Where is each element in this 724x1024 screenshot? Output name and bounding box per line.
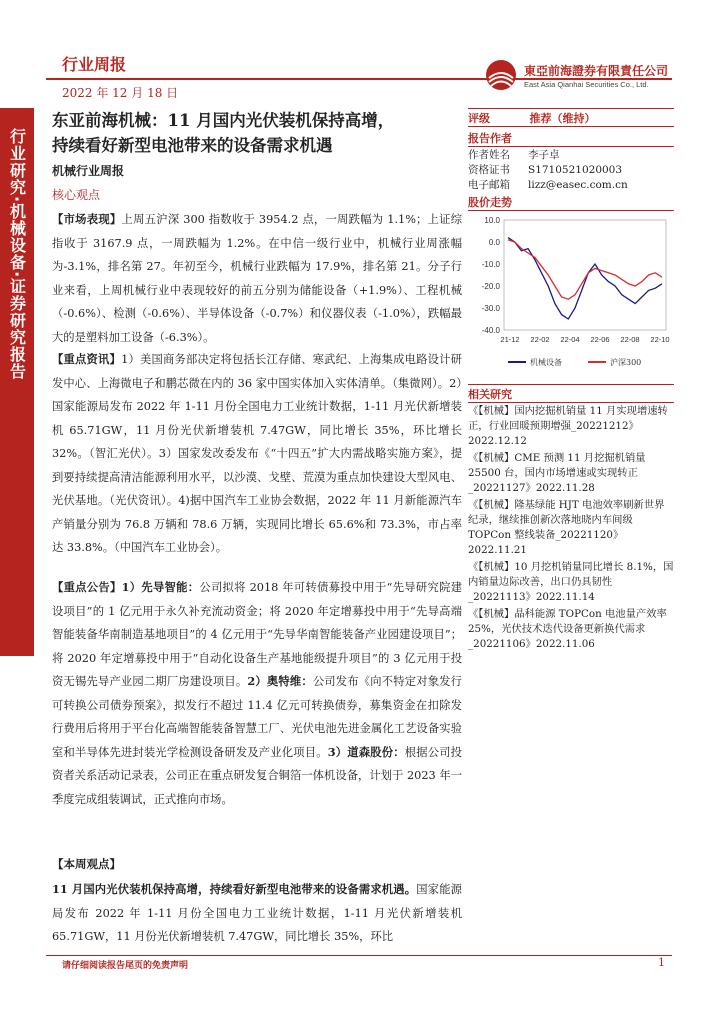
footer-divider xyxy=(46,955,672,956)
market-section xyxy=(52,208,462,349)
ann-text-1: 公司拟将 2018 年可转债募投中用于“先导研究院建设项目”的 1 亿元用于永久补充流动资金；将 2020 年定增募投中用于“先导高端智能装备华南制造基地项目”的 4 亿元用于“先导华南智能装备产业园建设项目”；将 2020 年定增募投中用于“自动化设备生产基地能级提升项目”的 3 亿元用于投资无锡先导产业园二期厂房建设项目。 xyxy=(52,581,462,688)
report-type: 行业周报 xyxy=(62,55,127,74)
x-tick-label: 22-06 xyxy=(590,335,610,344)
research-section-title xyxy=(468,386,674,402)
rating-label: 评级 xyxy=(468,112,490,125)
side-banner-text: 行业研究·机械设备·证券研究报告 xyxy=(7,128,27,381)
logo-cn: 東亞前海證券有限責任公司 xyxy=(524,64,669,78)
page-title xyxy=(52,108,462,158)
rating-row xyxy=(468,110,674,126)
author-section-label: 报告作者 xyxy=(468,132,512,145)
x-tick-label: 22-08 xyxy=(620,335,640,344)
research-item[interactable]: 《【机械】CME 预测 11 月挖掘机销量 25500 台，国内市场增速或实现转正_20221127》2022.11.28 xyxy=(468,452,646,494)
footer-disclaimer[interactable]: 请仔细阅读报告尾页的免责声明 xyxy=(62,961,189,971)
author-divider xyxy=(468,146,674,147)
legend-label-1: 沪深300 xyxy=(610,358,642,367)
cert-number: S1710521020003 xyxy=(528,164,623,176)
research-item[interactable]: 《【机械】10 月挖机销量同比增长 8.1%，国内销量边际改善，出口仍具韧性_20221113》2022.11.14 xyxy=(468,561,674,603)
page-number: 1 xyxy=(658,956,665,969)
news-text: 1）美国商务部决定将包括长江存储、寒武纪、上海集成电路设计研发中心、上海微电子和鹏芯微在内的 36 家中国实体加入实体清单。（集微网）。2）国家能源局发布 2022 年 1-11 月份全国电力工业统计数据，1-11 月光伏新增装机 65.71GW，11 月份光伏新增装机 7.47GW，同比增长 35%，环比增长 32%。（智汇光伏）。3）国家发改委发布《“十四五”扩大内需战略实施方案》，提到要持续提高清洁能源利用水平，以沙漠、戈壁、荒漠为重点加快建设大型风电、光伏基地。（光伏资讯）。4)据中国汽车工业协会数据，2022 年 11 月新能源汽车产销量分别为 76.8 万辆和 78.6 万辆，实现同比增长 65.6%和 73.3%，市占率达 33.8%。（中国汽车工业协会）。 xyxy=(52,353,462,554)
report-date: 2022 年 12 月 18 日 xyxy=(62,86,179,100)
title-line-1: 东亚前海机械：11 月国内光伏装机保持高增， xyxy=(52,111,395,130)
author-info xyxy=(468,148,674,193)
chart-plot-frame xyxy=(504,220,666,330)
title-line-2: 持续看好新型电池带来的设备需求机遇 xyxy=(52,136,333,155)
rating-top-line xyxy=(468,108,674,109)
research-item[interactable]: 《【机械】晶科能源 TOPCon 电池量产效率 25%，光伏技术迭代设备更新换代需求_20221106》2022.11.06 xyxy=(468,608,667,650)
stock-price-chart xyxy=(468,212,674,378)
ann-text-3: 根据公司投资者关系活动记录表，公司正在重点研发复合铜箔一体机设备，计划于 2023 年一季度完成组装调试，正式推向市场。 xyxy=(52,745,462,806)
ann-head-1: 1）先导智能： xyxy=(121,580,200,594)
research-item[interactable]: 《【机械】国内挖掘机销量 11 月实现增速转正，行业回暖预期增强_20221212》2022.12.12 xyxy=(468,405,668,447)
research-divider xyxy=(468,402,674,403)
y-tick-label: -40.0 xyxy=(481,326,500,335)
x-tick-label: 22-04 xyxy=(560,335,580,344)
y-tick-label: 10.0 xyxy=(484,216,500,225)
news-tag: 【重点资讯】 xyxy=(52,352,122,366)
ann-text-2: 公司发布《向不特定对象发行可转换公司债券预案》，拟发行不超过 11.4 亿元可转换债券，募集资金在扣除发行费用后将用于平台化高端智能装备智慧工厂、光伏电池先进金属化工艺设备实验室和半导体先进封装光学检测设备研发及产业化项目。 xyxy=(52,675,462,759)
weekly-view-tag: 【本周观点】 xyxy=(52,857,121,871)
side-banner xyxy=(0,108,34,656)
ann-head-2: 2）奥特维： xyxy=(247,674,313,688)
series-line-1 xyxy=(508,240,662,299)
announcement-section xyxy=(52,576,462,811)
research-top-line xyxy=(468,384,674,385)
cert-label: 资格证书 xyxy=(468,164,510,176)
y-tick-label: -30.0 xyxy=(481,304,500,313)
y-tick-label: -10.0 xyxy=(481,260,500,269)
author-name: 李子卓 xyxy=(528,149,560,161)
news-section xyxy=(52,348,462,560)
research-item[interactable]: 《【机械】隆基绿能 HJT 电池效率刷新世界纪录，继续推创新次落地晓内车间级 TOPCon 整线装备_20221120》2022.11.21 xyxy=(468,499,665,556)
core-view-label: 核心观点 xyxy=(52,188,101,202)
author-section-title xyxy=(468,130,674,146)
x-tick-label: 22-02 xyxy=(530,335,550,344)
chart-section-title xyxy=(468,194,674,210)
chart-divider xyxy=(468,210,674,211)
weekly-view-head: 11 月国内光伏装机保持高增，持续看好新型电池带来的设备需求机遇。 xyxy=(52,882,417,896)
author-email[interactable]: lizz@easec.com.cn xyxy=(528,179,628,191)
author-name-label: 作者姓名 xyxy=(468,149,510,161)
logo-mark-icon xyxy=(484,58,518,92)
y-tick-label: -20.0 xyxy=(481,282,500,291)
email-label: 电子邮箱 xyxy=(468,179,510,191)
related-research-list xyxy=(468,404,674,652)
rating-bottom-line xyxy=(468,126,674,127)
legend-label-0: 机械设备 xyxy=(530,358,562,367)
y-tick-label: 0.0 xyxy=(488,238,500,247)
rating-value: 推荐（维持） xyxy=(529,112,596,125)
weekly-view-section xyxy=(52,878,462,949)
chart-section-label: 股价走势 xyxy=(468,196,512,209)
weekly-view-text: 国家能源局发布 2022 年 1-11 月份全国电力工业统计数据，1-11 月光伏新增装机 65.71GW，11 月份光伏新增装机 7.47GW，同比增长 35%，环比 xyxy=(52,883,462,943)
research-section-label: 相关研究 xyxy=(468,388,512,401)
announcement-tag: 【重点公告】 xyxy=(52,580,122,594)
logo-en: East Asia Qianhai Securities Co., Ltd. xyxy=(524,80,649,89)
market-tag: 【市场表现】 xyxy=(52,212,122,226)
x-tick-label: 22-10 xyxy=(650,335,670,344)
company-logo xyxy=(484,58,674,98)
ann-head-3: 3）道森股份： xyxy=(327,744,405,759)
market-text: 上周五沪深 300 指数收于 3954.2 点，一周跌幅为 1.1%；上证综指收于 3167.9 点，一周跌幅为 1.2%。在中信一级行业中，机械行业周涨幅为-3.1%，排名第 27。年初至今，机械行业跌幅为 17.9%，排名第 21。分子行业来看，上周机械行业中表现较好的前五分别为储能设备（+1.9%）、工程机械（-0.6%）、检测（-0.6%）、半导体设备（-0.7%）和仪器仪表（-1.0%），跌幅最大的是塑料加工设备（-6.3%）。 xyxy=(52,213,462,344)
report-subtitle: 机械行业周报 xyxy=(52,164,125,178)
x-tick-label: 21-12 xyxy=(500,335,520,344)
